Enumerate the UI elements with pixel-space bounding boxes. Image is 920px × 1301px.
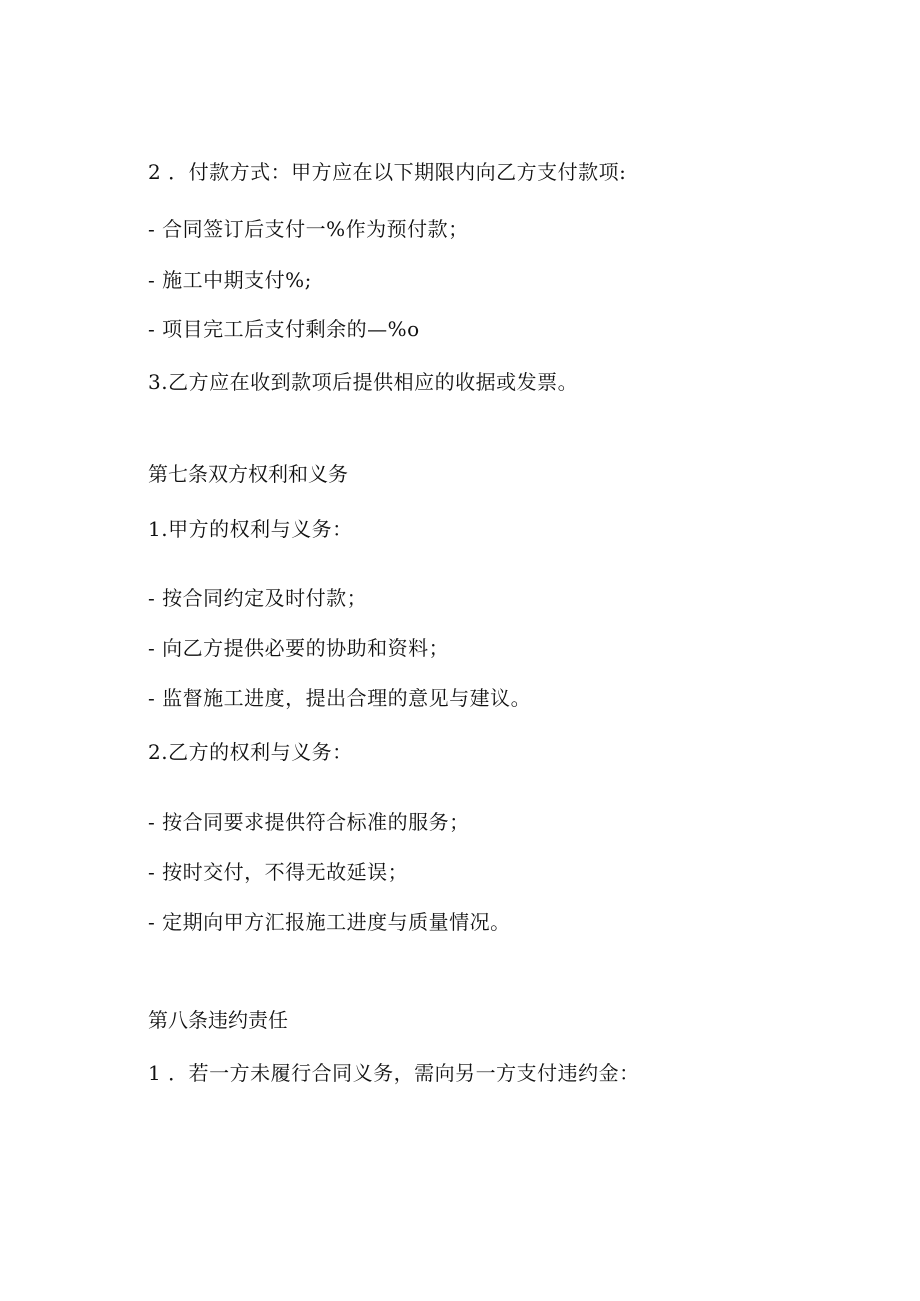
breach-clause: 1 ．若一方未履行合同义务，需向另一方支付违约金： xyxy=(148,1061,640,1085)
receipt-clause: 3.乙方应在收到款项后提供相应的收据或发票。 xyxy=(148,370,579,394)
party-a-rights-heading: 1.甲方的权利与义务： xyxy=(148,517,353,541)
bullet-timely-payment: - 按合同约定及时付款； xyxy=(148,586,368,610)
bullet-standard-service: - 按合同要求提供符合标准的服务； xyxy=(148,810,470,834)
bullet-on-time-delivery: - 按时交付，不得无故延误； xyxy=(148,860,409,884)
bullet-supervise-progress: - 监督施工进度，提出合理的意见与建议。 xyxy=(148,686,532,710)
bullet-progress-report: - 定期向甲方汇报施工进度与质量情况。 xyxy=(148,910,511,934)
article-8-heading: 第八条违约责任 xyxy=(148,1008,288,1032)
bullet-provide-assistance: - 向乙方提供必要的协助和资料； xyxy=(148,636,450,660)
bullet-midterm-payment: - 施工中期支付%; xyxy=(148,268,312,292)
party-b-rights-heading: 2.乙方的权利与义务： xyxy=(148,740,353,764)
bullet-advance-payment: - 合同签订后支付一%作为预付款； xyxy=(148,217,469,241)
article-7-heading: 第七条双方权利和义务 xyxy=(148,462,348,486)
payment-method-clause: 2 ．付款方式：甲方应在以下期限内向乙方支付款项: xyxy=(148,160,627,184)
bullet-final-payment: - 项目完工后支付剩余的—%o xyxy=(148,317,420,341)
